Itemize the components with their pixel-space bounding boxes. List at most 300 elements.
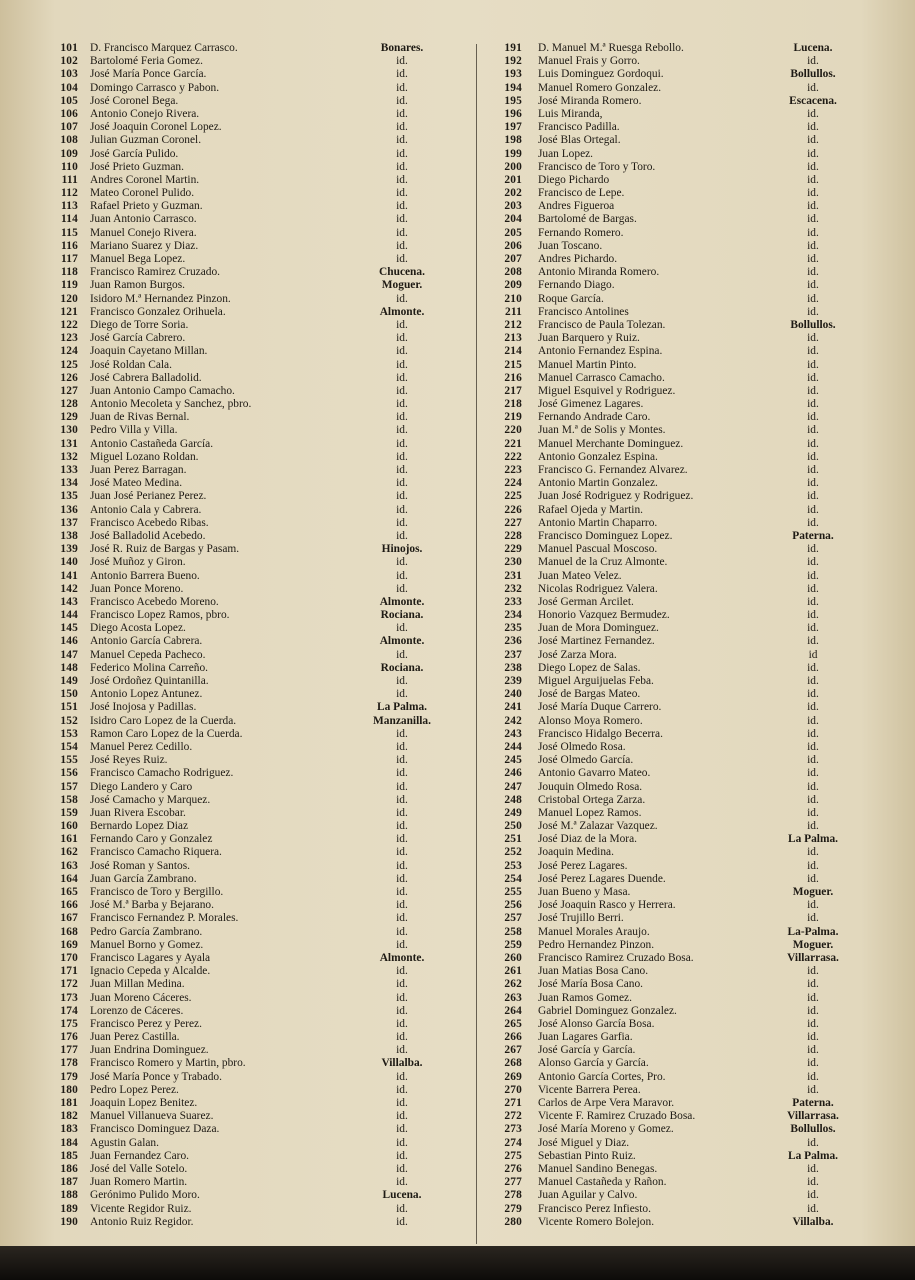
list-item: [52, 1110, 452, 1123]
list-item: [496, 715, 868, 728]
entry-place: id.: [396, 569, 408, 582]
list-item: [496, 121, 868, 134]
list-item: [52, 570, 452, 583]
list-item: [52, 939, 452, 952]
list-item: [52, 952, 452, 965]
entry-number: 142: [60, 582, 78, 595]
entry-name: José Alonso García Bosa.: [538, 1017, 655, 1030]
entry-name: D. Francisco Marquez Carrasco.: [90, 42, 238, 54]
entry-number: 175: [60, 1017, 78, 1030]
list-item: [52, 1018, 452, 1031]
entry-name: Manuel Borno y Gomez.: [90, 938, 204, 951]
entry-number: 200: [504, 160, 522, 173]
entry-number: 133: [60, 464, 78, 476]
entry-name: Francisco G. Fernandez Alvarez.: [538, 464, 688, 476]
entry-place: id.: [807, 1136, 819, 1149]
entry-place: id.: [396, 965, 408, 978]
list-item: [52, 1203, 452, 1216]
entry-name: Antonio Martin Chaparro.: [538, 516, 658, 529]
entry-name: Miguel Arguijuelas Feba.: [538, 675, 654, 687]
entry-place: id.: [807, 899, 819, 912]
entry-name: Francisco Ramirez Cruzado.: [90, 266, 220, 279]
entry-number: 279: [504, 1202, 522, 1215]
entry-place: id.: [396, 820, 408, 833]
list-item: [52, 161, 452, 174]
entry-place: Villarrasa.: [787, 1110, 839, 1123]
entry-number: 121: [60, 305, 78, 318]
entry-name: Juan García Zambrano.: [90, 872, 197, 885]
entry-name: Andres Pichardo.: [538, 253, 618, 265]
entry-name: Diego Pichardo: [538, 173, 610, 186]
list-item: [52, 517, 452, 530]
entry-number: 211: [504, 305, 522, 318]
list-item: [496, 1176, 868, 1189]
list-item: [496, 55, 868, 68]
entry-number: 237: [504, 648, 522, 661]
entry-number: 194: [504, 81, 522, 94]
entry-number: 205: [504, 226, 522, 239]
entry-place: id.: [396, 1136, 408, 1149]
entry-number: 192: [504, 55, 522, 68]
entry-number: 202: [504, 187, 522, 200]
list-item: [52, 306, 452, 319]
list-item: [496, 490, 868, 503]
entry-number: 118: [60, 266, 78, 279]
entry-place: id.: [807, 253, 819, 265]
entry-place: Paterna.: [792, 1097, 834, 1109]
entry-place: id.: [396, 503, 408, 516]
entry-name: Antonio Fernandez Espina.: [538, 345, 663, 358]
entry-place: id.: [807, 806, 819, 819]
entry-number: 245: [504, 754, 522, 767]
entry-number: 144: [60, 609, 78, 622]
entry-place: Paterna.: [792, 529, 834, 542]
entry-number: 172: [60, 978, 78, 991]
list-item: [496, 767, 868, 780]
entry-name: José Ordoñez Quintanilla.: [90, 675, 209, 687]
entry-name: Manuel Bega Lopez.: [90, 253, 186, 265]
entry-name: Fernando Andrade Caro.: [538, 411, 651, 424]
list-item: [496, 306, 868, 319]
entry-number: 174: [60, 1004, 78, 1017]
list-item: [52, 134, 452, 147]
entry-number: 229: [504, 543, 522, 556]
list-item: [52, 715, 452, 728]
entry-number: 112: [60, 187, 78, 200]
entry-place: id.: [807, 727, 819, 740]
list-item: [496, 873, 868, 886]
entry-number: 231: [504, 569, 522, 582]
list-item: [52, 174, 452, 187]
list-item: [52, 451, 452, 464]
entry-number: 221: [504, 437, 522, 450]
entry-place: id.: [396, 398, 408, 411]
entry-name: José Gimenez Lagares.: [538, 398, 644, 411]
entry-number: 173: [60, 991, 78, 1004]
entry-number: 131: [60, 437, 78, 450]
entry-name: Carlos de Arpe Vera Maravor.: [538, 1097, 675, 1109]
entry-place: id.: [807, 292, 819, 305]
entry-number: 271: [504, 1097, 522, 1109]
entry-place: id.: [396, 1176, 408, 1189]
entry-number: 204: [504, 213, 522, 226]
entry-number: 104: [60, 81, 78, 94]
entry-number: 241: [504, 701, 522, 714]
entry-place: id.: [807, 820, 819, 833]
entry-number: 203: [504, 200, 522, 213]
entry-number: 156: [60, 767, 78, 780]
entry-place: La Palma.: [788, 833, 838, 846]
entry-place: id.: [807, 1004, 819, 1017]
entry-number: 280: [504, 1215, 522, 1228]
entry-place: id.: [396, 253, 408, 265]
list-item: [52, 213, 452, 226]
entry-number: 225: [504, 490, 522, 503]
entry-place: id.: [807, 213, 819, 226]
entry-number: 244: [504, 740, 522, 753]
entry-name: Julian Guzman Coronel.: [90, 134, 202, 147]
list-item: [496, 161, 868, 174]
entry-name: Antonio Conejo Rivera.: [90, 107, 200, 120]
entry-name: Manuel Carrasco Camacho.: [538, 371, 665, 384]
entry-number: 177: [60, 1044, 78, 1057]
entry-place: id.: [396, 978, 408, 991]
list-item: [496, 438, 868, 451]
entry-name: Manuel Morales Araujo.: [538, 925, 650, 938]
list-item: [496, 833, 868, 846]
entry-place: id.: [807, 701, 819, 714]
entry-name: Gabriel Dominguez Gonzalez.: [538, 1004, 677, 1017]
list-item: [52, 649, 452, 662]
entry-name: José Miranda Romero.: [538, 94, 642, 107]
entry-name: Francisco Perez Infiesto.: [538, 1202, 651, 1215]
list-item: [52, 121, 452, 134]
list-item: [496, 649, 868, 662]
entry-number: 198: [504, 134, 522, 147]
list-item: [52, 372, 452, 385]
entry-place: id.: [396, 675, 408, 687]
entry-name: Alonso García y García.: [538, 1057, 649, 1070]
entry-name: Fernando Caro y Gonzalez: [90, 833, 213, 846]
entry-number: 136: [60, 503, 78, 516]
entry-place: id.: [396, 740, 408, 753]
entry-number: 155: [60, 754, 78, 767]
list-item: [52, 741, 452, 754]
entry-name: Juan Antonio Campo Camacho.: [90, 384, 235, 397]
entry-place: id.: [396, 1110, 408, 1123]
entry-place: id.: [807, 1057, 819, 1070]
entry-place: id.: [396, 55, 408, 68]
entry-number: 235: [504, 622, 522, 635]
list-item: [52, 42, 452, 55]
list-item: [496, 398, 868, 411]
entry-number: 208: [504, 266, 522, 279]
entry-name: Juan Perez Barragan.: [90, 464, 187, 476]
entry-place: id.: [396, 938, 408, 951]
entry-place: id.: [396, 213, 408, 226]
entry-place: id.: [396, 1215, 408, 1228]
entry-place: Rociana.: [380, 609, 424, 622]
list-item: [496, 741, 868, 754]
list-item: [52, 490, 452, 503]
list-item: [52, 1123, 452, 1136]
entry-place: Almonte.: [379, 951, 425, 964]
entry-number: 116: [60, 239, 78, 252]
entry-place: id.: [396, 107, 408, 120]
list-item: [496, 622, 868, 635]
entry-place: Moguer.: [792, 886, 834, 898]
entry-place: id.: [396, 437, 408, 450]
entry-number: 239: [504, 675, 522, 687]
entry-number: 209: [504, 279, 522, 292]
list-item: [52, 240, 452, 253]
list-item: [52, 1216, 452, 1229]
entry-place: id.: [807, 595, 819, 608]
entry-number: 210: [504, 292, 522, 305]
entry-name: José Coronel Bega.: [90, 94, 179, 107]
entry-place: id.: [396, 68, 408, 81]
entry-name: Manuel Lopez Ramos.: [538, 806, 642, 819]
entry-place: id.: [807, 1083, 819, 1096]
list-item: [496, 1097, 868, 1110]
entry-number: 163: [60, 859, 78, 872]
entry-place: Villalba.: [792, 1215, 834, 1228]
list-item: [52, 504, 452, 517]
list-item: [496, 266, 868, 279]
entry-place: Escacena.: [789, 94, 837, 107]
entry-number: 264: [504, 1004, 522, 1017]
entry-number: 256: [504, 899, 522, 912]
entry-place: Moguer.: [381, 279, 423, 292]
entry-number: 161: [60, 833, 78, 846]
list-item: [52, 411, 452, 424]
entry-name: José German Arcilet.: [538, 595, 634, 608]
list-item: [496, 372, 868, 385]
list-item: [52, 293, 452, 306]
entry-place: id.: [807, 793, 819, 806]
entry-place: id.: [396, 239, 408, 252]
entry-name: Manuel Cepeda Pacheco.: [90, 648, 206, 661]
entry-number: 222: [504, 450, 522, 463]
entry-number: 139: [60, 543, 78, 556]
list-item: [52, 438, 452, 451]
entry-number: 206: [504, 239, 522, 252]
entry-place: id.: [396, 886, 408, 898]
entry-place: id.: [396, 556, 408, 569]
entry-number: 217: [504, 384, 522, 397]
entry-number: 224: [504, 477, 522, 490]
entry-number: 143: [60, 595, 78, 608]
list-item: [496, 359, 868, 372]
entry-number: 129: [60, 411, 78, 424]
entry-name: Antonio García Cortes, Pro.: [538, 1070, 666, 1083]
entry-place: id.: [807, 464, 819, 476]
entry-place: id.: [807, 1044, 819, 1057]
entry-number: 276: [504, 1162, 522, 1175]
entry-number: 269: [504, 1070, 522, 1083]
entry-number: 275: [504, 1149, 522, 1162]
entry-number: 246: [504, 767, 522, 780]
list-item: [496, 1071, 868, 1084]
entry-place: id.: [807, 965, 819, 978]
entry-number: 212: [504, 318, 522, 331]
list-item: [496, 965, 868, 978]
entry-place: id.: [807, 147, 819, 160]
list-item: [496, 1203, 868, 1216]
entry-name: José Martinez Fernandez.: [538, 635, 655, 648]
entry-name: José Roldan Cala.: [90, 358, 172, 371]
entry-place: Bollullos.: [790, 68, 836, 81]
entry-place: Almonte.: [379, 635, 425, 648]
list-item: [52, 187, 452, 200]
entry-number: 152: [60, 714, 78, 727]
list-item: [496, 1057, 868, 1070]
entry-number: 171: [60, 965, 78, 978]
entry-name: Isidro Caro Lopez de la Cuerda.: [90, 714, 237, 727]
entry-name: Rafael Ojeda y Martin.: [538, 503, 644, 516]
entry-name: Juan Ponce Moreno.: [90, 582, 184, 595]
entry-name: Francisco Camacho Riquera.: [90, 846, 222, 859]
entry-number: 196: [504, 107, 522, 120]
list-item: [496, 424, 868, 437]
entry-name: Juan José Rodriguez y Rodriguez.: [538, 490, 694, 503]
entry-name: Fernando Romero.: [538, 226, 624, 239]
list-item: [52, 1071, 452, 1084]
list-item: [52, 965, 452, 978]
entry-number: 255: [504, 886, 522, 898]
list-item: [496, 701, 868, 714]
list-item: [496, 451, 868, 464]
entry-place: id.: [396, 780, 408, 793]
list-item: [52, 1176, 452, 1189]
list-item: [52, 1031, 452, 1044]
entry-place: id.: [807, 503, 819, 516]
entry-number: 219: [504, 411, 522, 424]
entry-name: Manuel Castañeda y Rañon.: [538, 1176, 667, 1189]
entry-name: José del Valle Sotelo.: [90, 1162, 188, 1175]
list-item: [52, 82, 452, 95]
entry-name: Manuel de la Cruz Almonte.: [538, 556, 668, 569]
entry-name: Antonio Lopez Antunez.: [90, 688, 203, 701]
list-item: [52, 1044, 452, 1057]
entry-number: 105: [60, 94, 78, 107]
entry-number: 186: [60, 1162, 78, 1175]
entry-place: id.: [807, 332, 819, 345]
entry-name: Francisco Antolines: [538, 305, 629, 318]
entry-place: id.: [807, 991, 819, 1004]
entry-number: 272: [504, 1110, 522, 1123]
list-item: [496, 807, 868, 820]
entry-place: id.: [807, 305, 819, 318]
entry-number: 178: [60, 1057, 78, 1070]
entry-name: Diego Acosta Lopez.: [90, 622, 186, 635]
entry-name: Francisco Acebedo Moreno.: [90, 595, 219, 608]
entry-name: José García Pulido.: [90, 147, 179, 160]
entry-number: 115: [60, 226, 78, 239]
entry-number: 164: [60, 872, 78, 885]
entry-number: 187: [60, 1176, 78, 1189]
entry-number: 270: [504, 1083, 522, 1096]
list-item: [496, 688, 868, 701]
entry-place: id.: [396, 490, 408, 503]
list-item: [496, 1110, 868, 1123]
entry-place: id.: [807, 134, 819, 147]
entry-name: Bernardo Lopez Diaz: [90, 820, 189, 833]
entry-place: id.: [396, 200, 408, 213]
entry-name: José María Bosa Cano.: [538, 978, 644, 991]
entry-place: id.: [807, 569, 819, 582]
entry-place: id.: [807, 55, 819, 68]
entry-number: 166: [60, 899, 78, 912]
entry-place: id.: [807, 872, 819, 885]
entry-name: Juan Rivera Escobar.: [90, 806, 186, 819]
entry-name: Juan Bueno y Masa.: [538, 886, 631, 898]
entry-place: id.: [807, 266, 819, 279]
entry-name: José Mateo Medina.: [90, 477, 183, 490]
entry-name: Alonso Moya Romero.: [538, 714, 643, 727]
entry-number: 154: [60, 740, 78, 753]
entry-name: Francisco de Toro y Toro.: [538, 160, 656, 173]
entry-place: id.: [396, 121, 408, 134]
entry-place: id.: [807, 1189, 819, 1202]
entry-place: id.: [396, 529, 408, 542]
entry-name: Pedro García Zambrano.: [90, 925, 203, 938]
entry-number: 114: [60, 213, 78, 226]
entry-number: 185: [60, 1149, 78, 1162]
entry-name: Juan Toscano.: [538, 239, 603, 252]
entry-place: id.: [396, 1149, 408, 1162]
entry-name: José Reyes Ruiz.: [90, 754, 168, 767]
entry-number: 263: [504, 991, 522, 1004]
list-item: [52, 279, 452, 292]
entry-place: id.: [807, 1031, 819, 1044]
entry-name: Antonio Gavarro Mateo.: [538, 767, 651, 780]
entry-name: Sebastian Pinto Ruiz.: [538, 1149, 636, 1162]
entry-name: José Zarza Mora.: [538, 648, 617, 661]
entry-place: id.: [396, 318, 408, 331]
entry-name: Juan Lagares Garfia.: [538, 1031, 633, 1044]
entry-number: 228: [504, 529, 522, 542]
entry-number: 190: [60, 1215, 78, 1228]
list-item: [496, 556, 868, 569]
list-item: [496, 992, 868, 1005]
list-item: [496, 200, 868, 213]
entry-name: Jouquin Olmedo Rosa.: [538, 780, 643, 793]
entry-place: id.: [396, 846, 408, 859]
entry-name: José María Duque Carrero.: [538, 701, 662, 714]
entry-place: id.: [807, 780, 819, 793]
list-item: [52, 319, 452, 332]
entry-place: Chucena.: [379, 266, 425, 279]
entry-name: Antonio Ruiz Regidor.: [90, 1215, 194, 1228]
entry-place: id.: [396, 1083, 408, 1096]
entry-number: 197: [504, 121, 522, 134]
list-item: [496, 148, 868, 161]
entry-place: id.: [807, 1176, 819, 1189]
entry-place: Moguer.: [792, 938, 834, 951]
entry-place: id.: [396, 1097, 408, 1109]
entry-name: Bartolomé Feria Gomez.: [90, 55, 203, 68]
entry-place: La-Palma.: [787, 925, 839, 938]
entry-name: José M.ª Barba y Bejarano.: [90, 899, 214, 912]
entry-name: José Balladolid Acebedo.: [90, 529, 206, 542]
entry-place: id.: [807, 740, 819, 753]
entry-place: id.: [807, 714, 819, 727]
list-item: [52, 873, 452, 886]
entry-number: 238: [504, 661, 522, 674]
entry-place: id.: [807, 358, 819, 371]
entry-name: Juan Antonio Carrasco.: [90, 213, 197, 226]
